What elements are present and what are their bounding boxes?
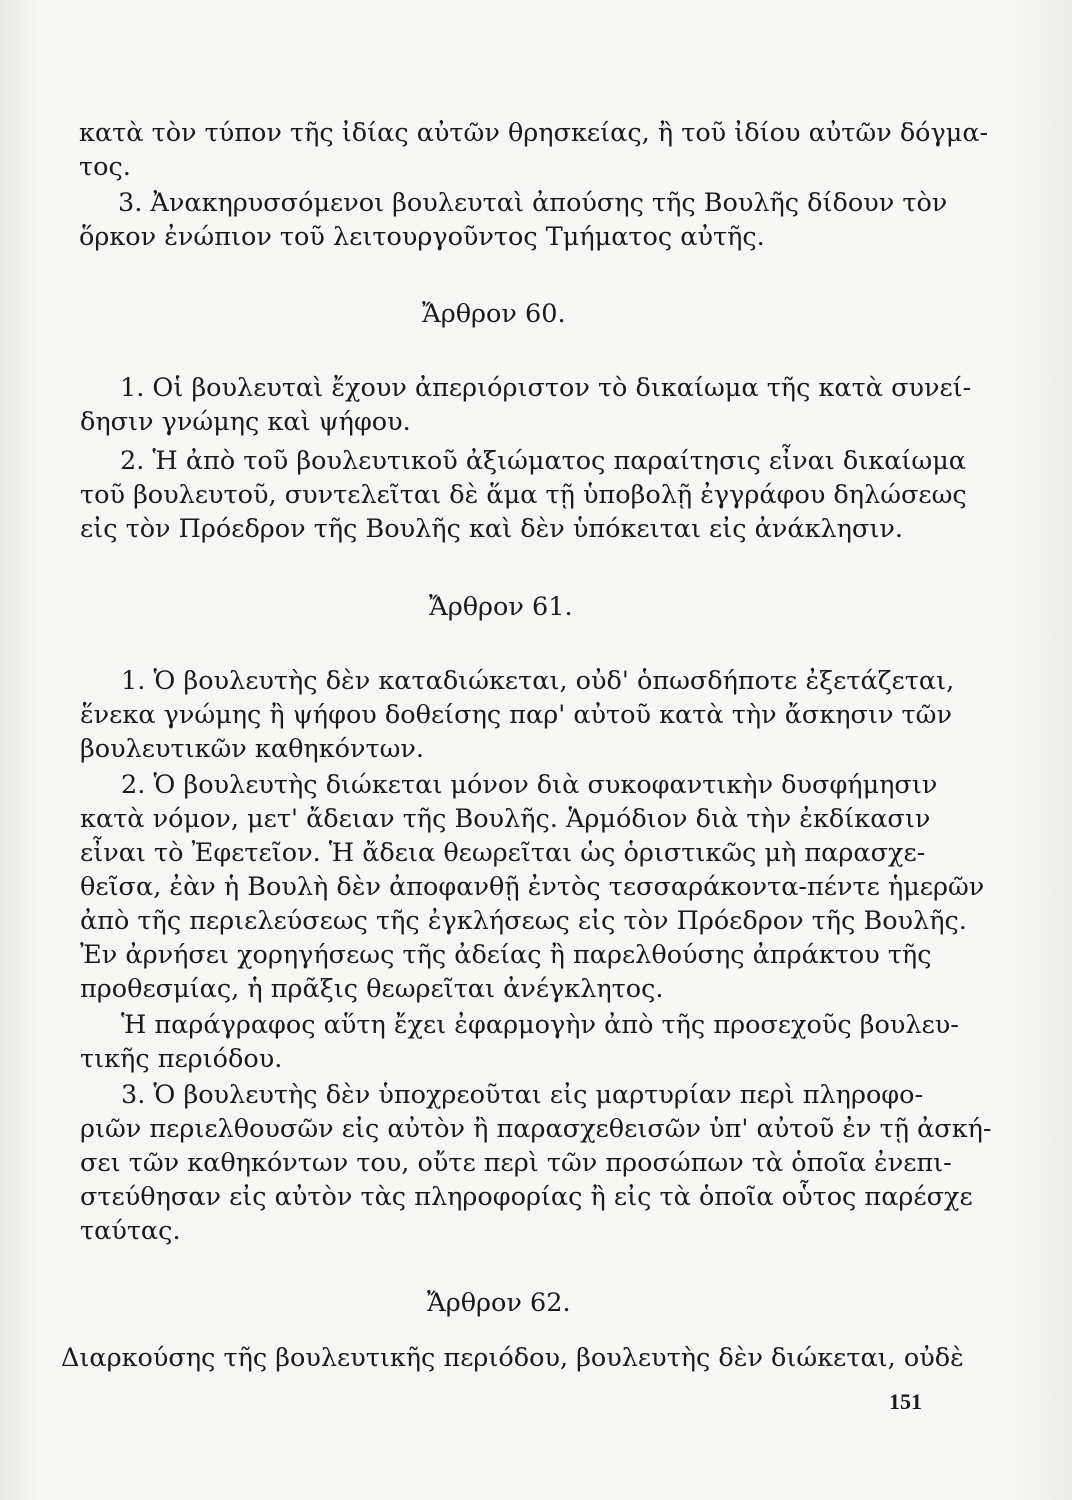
text-line: τος. bbox=[79, 152, 131, 182]
text-line: τοῦ βουλευτοῦ, συντελεῖται δὲ ἅμα τῇ ὑποβολῇ ἐγγράφου δηλώσεως bbox=[80, 480, 967, 510]
text-line: ταύτας. bbox=[80, 1216, 181, 1246]
text-line: ὅρκον ἐνώπιον τοῦ λειτουργοῦντος Τμήματος αὐτῆς. bbox=[79, 222, 765, 252]
text-line: Διαρκούσης τῆς βουλευτικῆς περιόδου, βουλευτὴς δὲν διώκεται, οὐδὲ bbox=[61, 1343, 964, 1373]
article-heading-61: Ἄρθρον 61. bbox=[429, 592, 573, 622]
text-line: ἀπὸ τῆς περιελεύσεως τῆς ἐγκλήσεως εἰς τὸν Πρόεδρον τῆς Βουλῆς. bbox=[80, 906, 967, 936]
text-line: 2. Ἡ ἀπὸ τοῦ βουλευτικοῦ ἀξιώματος παραίτησις εἶναι δικαίωμα bbox=[120, 446, 967, 476]
text-line: 2. Ὁ βουλευτὴς διώκεται μόνον διὰ συκοφαντικὴν δυσφήμησιν bbox=[121, 770, 938, 800]
text-line: ριῶν περιελθουσῶν εἰς αὐτὸν ἢ παρασχεθεισῶν ὑπ' αὐτοῦ ἐν τῇ ἀσκή- bbox=[80, 1114, 992, 1144]
text-line: προθεσμίας, ἡ πρᾶξις θεωρεῖται ἀνέγκλητος. bbox=[80, 974, 664, 1004]
text-line: Ἐν ἀρνήσει χορηγήσεως τῆς ἀδείας ἢ παρελθούσης ἀπράκτου τῆς bbox=[80, 940, 932, 970]
text-line: σει τῶν καθηκόντων του, οὔτε περὶ τῶν προσώπων τὰ ὁποῖα ἐνεπι- bbox=[80, 1148, 952, 1178]
text-line: Ἡ παράγραφος αὕτη ἔχει ἐφαρμογὴν ἀπὸ τῆς προσεχοῦς βουλευ- bbox=[121, 1010, 959, 1040]
text-line: κατὰ νόμον, μετ' ἄδειαν τῆς Βουλῆς. Ἁρμόδιον διὰ τὴν ἐκδίκασιν bbox=[80, 804, 931, 834]
text-line: 1. Ὁ βουλευτὴς δὲν καταδιώκεται, οὐδ' ὁπωσδήποτε ἐξετάζεται, bbox=[121, 666, 955, 696]
text-line: ἕνεκα γνώμης ἢ ψήφου δοθείσης παρ' αὐτοῦ κατὰ τὴν ἄσκησιν τῶν bbox=[80, 700, 952, 730]
text-line: τικῆς περιόδου. bbox=[80, 1044, 283, 1074]
text-line: στεύθησαν εἰς αὐτὸν τὰς πληροφορίας ἢ εἰς τὰ ὁποῖα οὗτος παρέσχε bbox=[80, 1182, 973, 1212]
text-line: εἶναι τὸ Ἐφετεῖον. Ἡ ἄδεια θεωρεῖται ὡς ὁριστικῶς μὴ παρασχε- bbox=[80, 838, 926, 868]
text-line: 3. Ἀνακηρυσσόμενοι βουλευταὶ ἀπούσης τῆς Βουλῆς δίδουν τὸν bbox=[118, 188, 948, 218]
article-heading-60: Ἄρθρον 60. bbox=[422, 299, 566, 329]
text-line: θεῖσα, ἐὰν ἡ Βουλὴ δὲν ἀποφανθῇ ἐντὸς τεσσαράκοντα-πέντε ἡμερῶν bbox=[80, 872, 985, 902]
text-line: 1. Οἱ βουλευταὶ ἔχουν ἀπεριόριστον τὸ δικαίωμα τῆς κατὰ συνεί- bbox=[120, 373, 972, 403]
article-heading-62: Ἄρθρον 62. bbox=[427, 1288, 571, 1318]
text-line: δησιν γνώμης καὶ ψήφου. bbox=[80, 407, 411, 437]
page-number: 151 bbox=[889, 1389, 922, 1414]
text-line: εἰς τὸν Πρόεδρον τῆς Βουλῆς καὶ δὲν ὑπόκειται εἰς ἀνάκλησιν. bbox=[80, 514, 903, 544]
text-line: κατὰ τὸν τύπον τῆς ἰδίας αὐτῶν θρησκείας, ἢ τοῦ ἰδίου αὐτῶν δόγμα- bbox=[79, 118, 989, 148]
text-line: βουλευτικῶν καθηκόντων. bbox=[80, 734, 425, 764]
text-line: 3. Ὁ βουλευτὴς δὲν ὑποχρεοῦται εἰς μαρτυρίαν περὶ πληροφο- bbox=[121, 1080, 924, 1110]
